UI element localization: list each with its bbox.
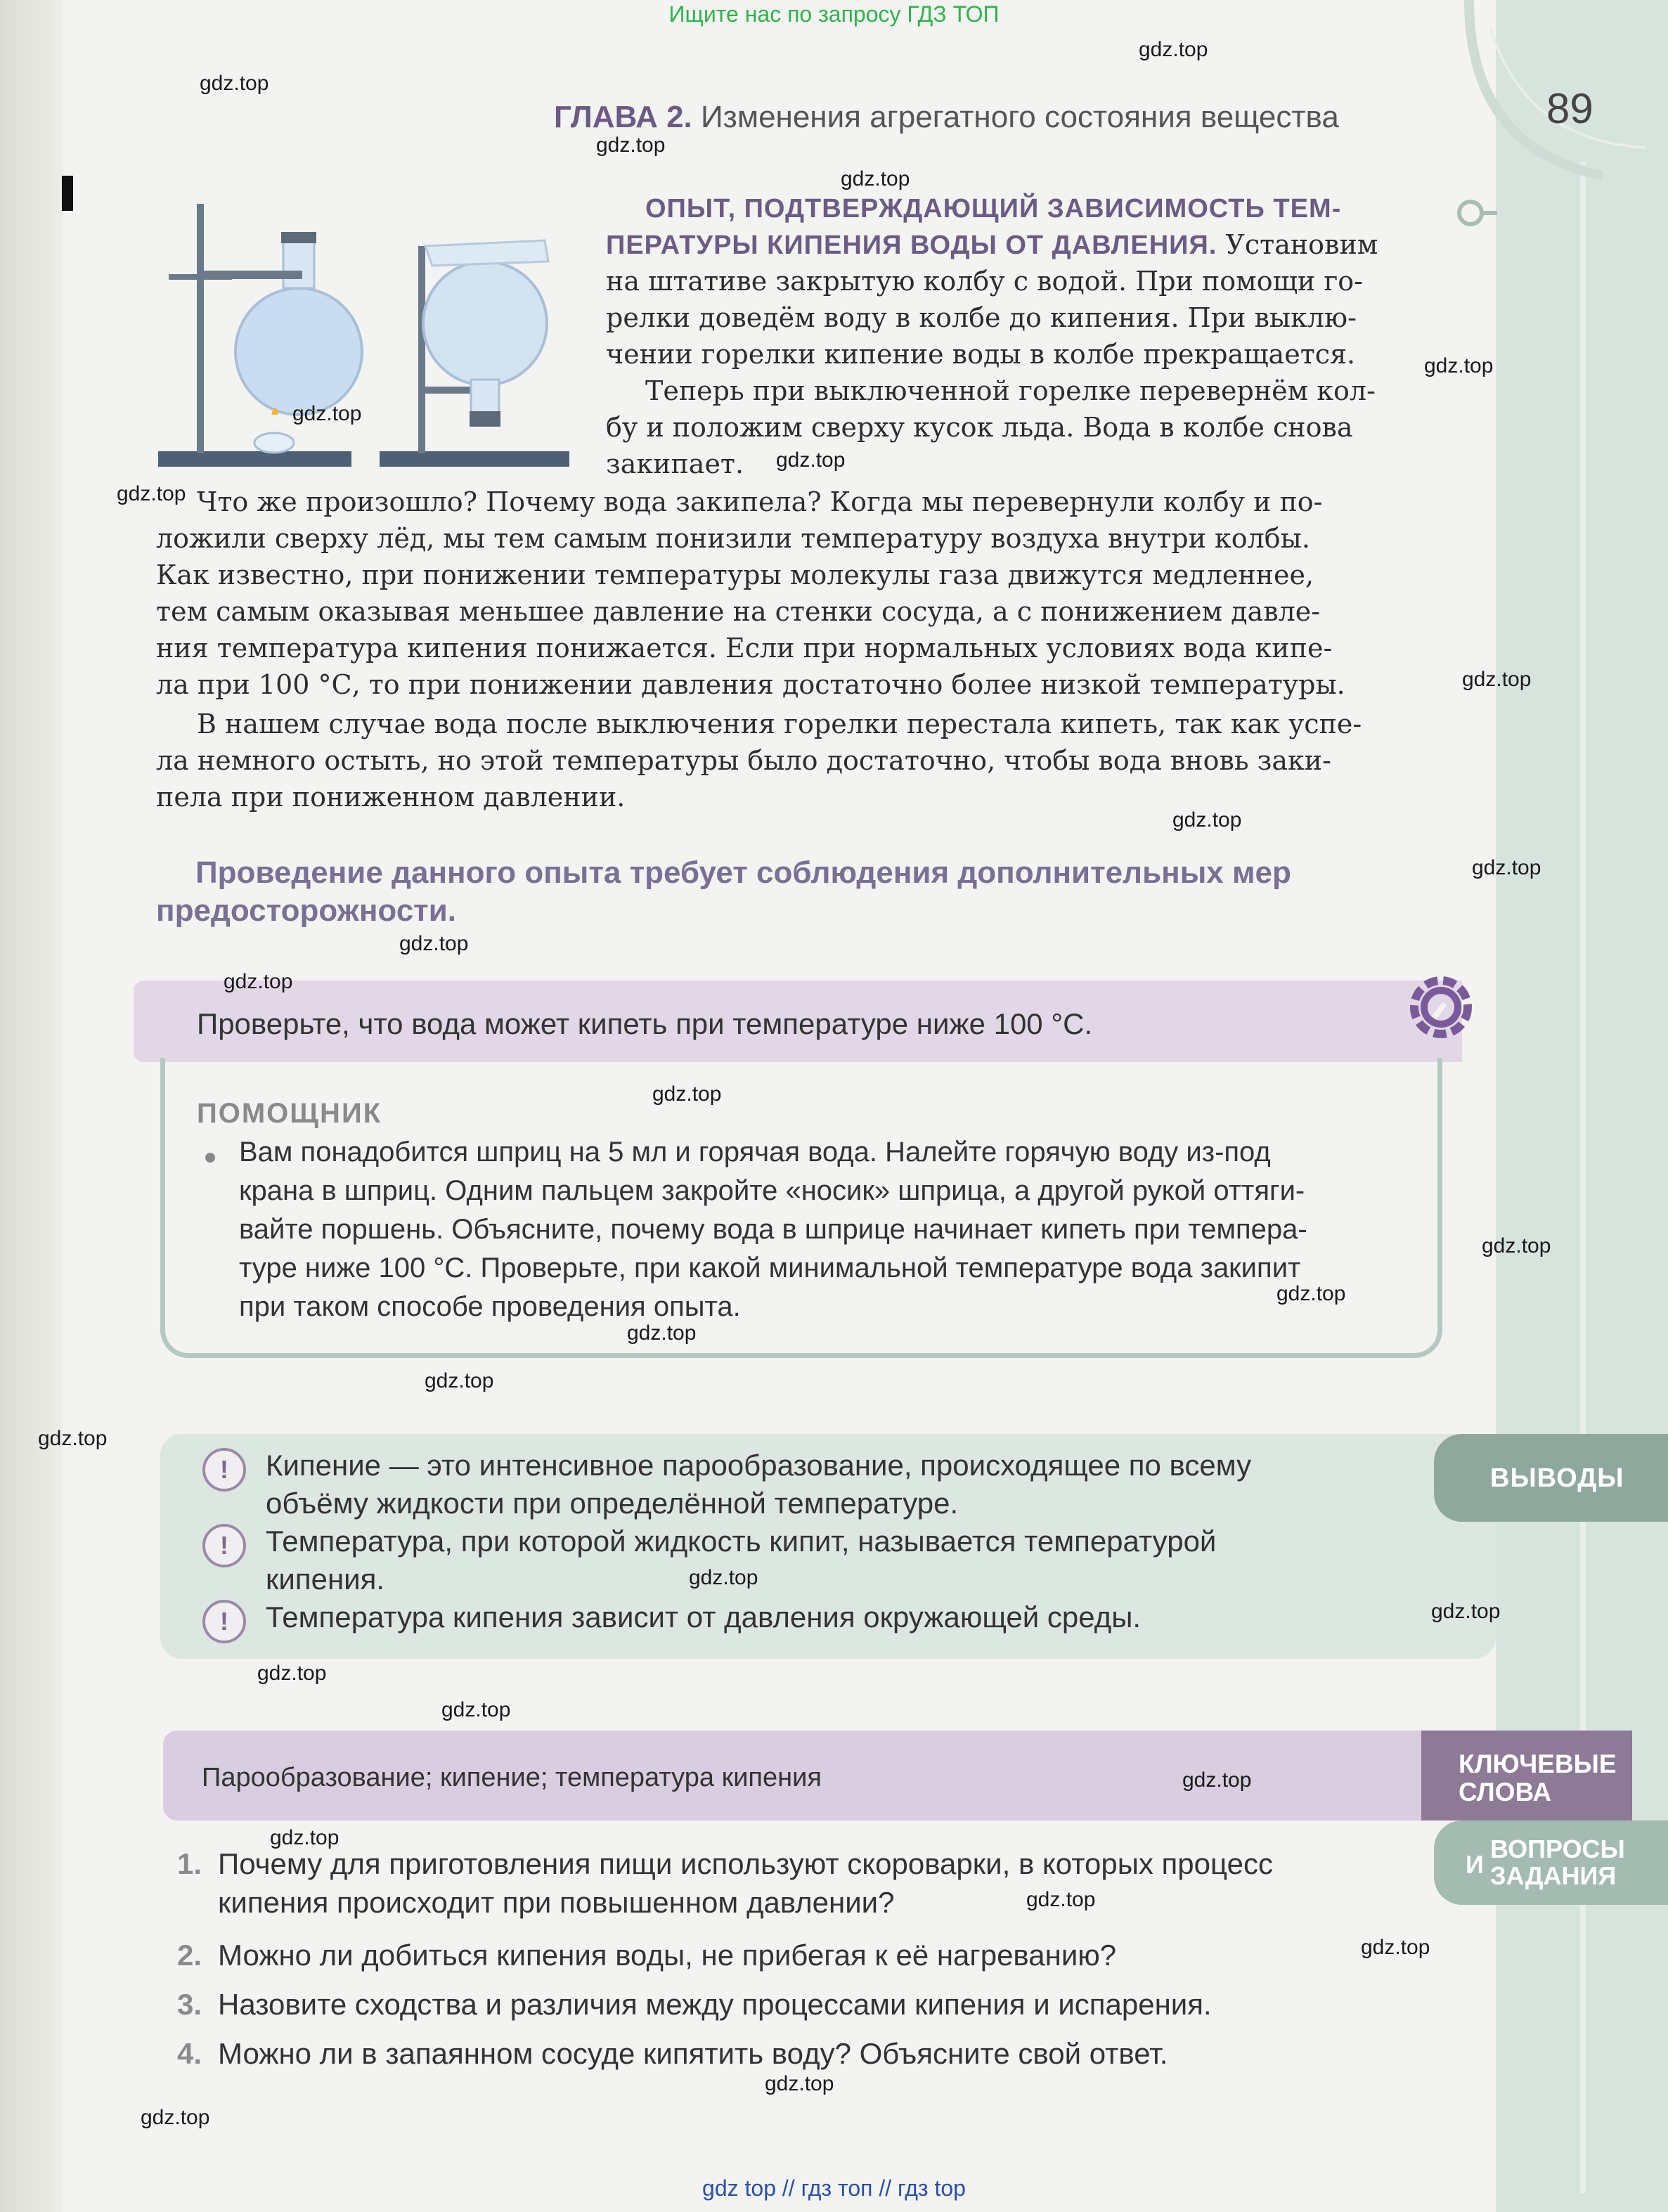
scan-mark bbox=[62, 176, 73, 211]
stand-right bbox=[380, 240, 569, 467]
question-number: 2. bbox=[177, 1939, 202, 1972]
exclamation-icon: ! bbox=[202, 1600, 246, 1643]
explanation-line: Что же произошло? Почему вода закипела? Когда мы перевернули колбу и по- bbox=[197, 486, 1323, 517]
questions-tab-label: ВОПРОСЫ ЗАДАНИЯ bbox=[1490, 1835, 1625, 1890]
chapter-label: ГЛАВА 2. bbox=[554, 100, 692, 134]
exclamation-icon: ! bbox=[202, 1524, 246, 1567]
watermark: gdz.top bbox=[270, 1826, 340, 1849]
question-text: Назовите сходства и различия между процессами кипения и испарения. bbox=[218, 1988, 1212, 2021]
watermark: gdz.top bbox=[1361, 1936, 1430, 1959]
watermark: gdz.top bbox=[224, 970, 293, 993]
question-number: 4. bbox=[177, 2037, 202, 2070]
gear-icon bbox=[1402, 969, 1480, 1046]
explanation-line: Как известно, при понижении температуры молекулы газа движутся медленнее, bbox=[156, 560, 1314, 590]
chapter-title: Изменения агрегатного состояния вещества bbox=[701, 100, 1339, 134]
questions-tab-and: И bbox=[1466, 1850, 1484, 1879]
exclamation-icon: ! bbox=[202, 1448, 246, 1492]
watermark: gdz.top bbox=[141, 2106, 210, 2129]
helper-title: ПОМОЩНИК bbox=[197, 1098, 382, 1129]
bullet-icon bbox=[205, 1153, 215, 1163]
watermark: gdz.top bbox=[1172, 808, 1242, 832]
keywords-text: Парообразование; кипение; температура кипения bbox=[202, 1763, 822, 1792]
watermark: gdz.top bbox=[1431, 1600, 1501, 1623]
watermark: gdz.top bbox=[1424, 354, 1494, 377]
watermark: gdz.top bbox=[596, 134, 666, 157]
section-marker-icon bbox=[1455, 195, 1497, 231]
watermark: gdz.top bbox=[1276, 1282, 1346, 1305]
watermark: gdz.top bbox=[399, 932, 469, 955]
watermark: gdz.top bbox=[1472, 856, 1541, 879]
experiment-line: чении горелки кипение воды в колбе прекращается. bbox=[606, 339, 1356, 370]
experiment-line: закипает. bbox=[606, 448, 744, 479]
experiment-line: на штативе закрытую колбу с водой. При помощи го- bbox=[606, 266, 1363, 297]
watermark: gdz.top bbox=[652, 1082, 722, 1106]
experiment-lead-line2: ПЕРАТУРЫ КИПЕНИЯ ВОДЫ ОТ ДАВЛЕНИЯ. Установим bbox=[606, 229, 1378, 260]
explanation-line: ния температура кипения понижается. Если при нормальных условиях вода кипе- bbox=[156, 633, 1333, 664]
explanation-line: ла немного остыть, но этой температуры было достаточно, чтобы вода вновь заки- bbox=[156, 745, 1331, 776]
page-number: 89 bbox=[1546, 85, 1593, 132]
watermark: gdz.top bbox=[38, 1427, 108, 1450]
watermark: gdz.top bbox=[257, 1662, 327, 1685]
question-text: Можно ли в запаянном сосуде кипятить воду? Объясните свой ответ. bbox=[218, 2037, 1168, 2070]
top-banner[interactable]: Ищите нас по запросу ГДЗ ТОП bbox=[668, 1, 1000, 27]
experiment-line: бу и положим сверху кусок льда. Вода в колбе снова bbox=[606, 412, 1353, 443]
conclusion-item: Температура, при которой жидкость кипит, называется температурой кипения. bbox=[266, 1525, 1217, 1596]
safety-warning: Проведение данного опыта требует соблюдения дополнительных мер предосторожности. bbox=[156, 855, 1291, 928]
watermark: gdz.top bbox=[441, 1698, 511, 1721]
watermark: gdz.top bbox=[1026, 1888, 1096, 1911]
question-number: 1. bbox=[177, 1847, 202, 1880]
experiment-line: релки доведём воду в колбе до кипения. При выклю- bbox=[606, 302, 1357, 333]
chapter-header bbox=[554, 100, 1339, 135]
watermark: gdz.top bbox=[1139, 38, 1208, 61]
question-number: 3. bbox=[177, 1988, 202, 2021]
watermark: gdz.top bbox=[841, 167, 910, 190]
watermark: gdz.top bbox=[1462, 668, 1532, 691]
book-gutter bbox=[0, 0, 63, 2212]
experiment-lead-line1: ОПЫТ, ПОДТВЕРЖДАЮЩИЙ ЗАВИСИМОСТЬ ТЕМ- bbox=[645, 194, 1342, 224]
question-text: Почему для приготовления пищи используют скороварки, в которых процесс кипения происходит при повышенном давлении? bbox=[218, 1847, 1273, 1919]
keywords-tab-label: КЛЮЧЕВЫЕ СЛОВА bbox=[1459, 1749, 1617, 1806]
conclusion-item: Температура кипения зависит от давления окружающей среды. bbox=[266, 1600, 1142, 1634]
watermark: gdz.top bbox=[425, 1369, 494, 1392]
explanation-line: тем самым оказывая меньшее давление на стенки сосуда, а с понижением давле- bbox=[156, 596, 1321, 627]
watermark: gdz.top bbox=[1482, 1234, 1551, 1257]
watermark: gdz.top bbox=[117, 482, 186, 505]
conclusion-item: Кипение — это интенсивное парообразование, происходящее по всему объёму жидкости при определённой температуре. bbox=[266, 1449, 1252, 1520]
question-text: Можно ли добиться кипения воды, не прибегая к её нагреванию? bbox=[218, 1939, 1117, 1972]
bottom-banner[interactable]: gdz top // гдз топ // гдз top bbox=[702, 2175, 966, 2201]
explanation-line: ла при 100 °С, то при понижении давления достаточно более низкой температуры. bbox=[156, 669, 1345, 700]
watermark: gdz.top bbox=[689, 1566, 758, 1589]
experiment-line: Теперь при выключенной горелке перевернём кол- bbox=[645, 375, 1376, 406]
explanation-line: ложили сверху лёд, мы тем самым понизили температуру воздуха внутри колбы. bbox=[156, 523, 1310, 554]
stand-left bbox=[158, 204, 362, 467]
task-text: Проверьте, что вода может кипеть при температуре ниже 100 °С. bbox=[197, 1007, 1093, 1040]
watermark: gdz.top bbox=[765, 2072, 834, 2095]
flask-experiment-illustration bbox=[155, 190, 576, 478]
watermark: gdz.top bbox=[627, 1321, 697, 1345]
explanation-line: В нашем случае вода после выключения горелки перестала кипеть, так как успе- bbox=[197, 709, 1362, 739]
explanation-line: пела при пониженном давлении. bbox=[156, 782, 626, 813]
helper-text: Вам понадобится шприц на 5 мл и горячая вода. Налейте горячую воду из-под крана в шприц. Одним пальцем закройте «носик» шприца, а другой рукой оттяги- вайте поршень. Объясните, почему вода в шприце начинает кипеть при темпера- туре ниже 100 °С. Проверьте, при какой минимальной температуре вода закипит при таком способе проведения опыта. bbox=[239, 1137, 1307, 1322]
watermark: gdz.top bbox=[1182, 1768, 1252, 1792]
conclusions-tab-label: ВЫВОДЫ bbox=[1490, 1463, 1624, 1493]
watermark: gdz.top bbox=[776, 448, 846, 472]
watermark: gdz.top bbox=[200, 72, 269, 95]
watermark: gdz.top bbox=[292, 402, 362, 425]
